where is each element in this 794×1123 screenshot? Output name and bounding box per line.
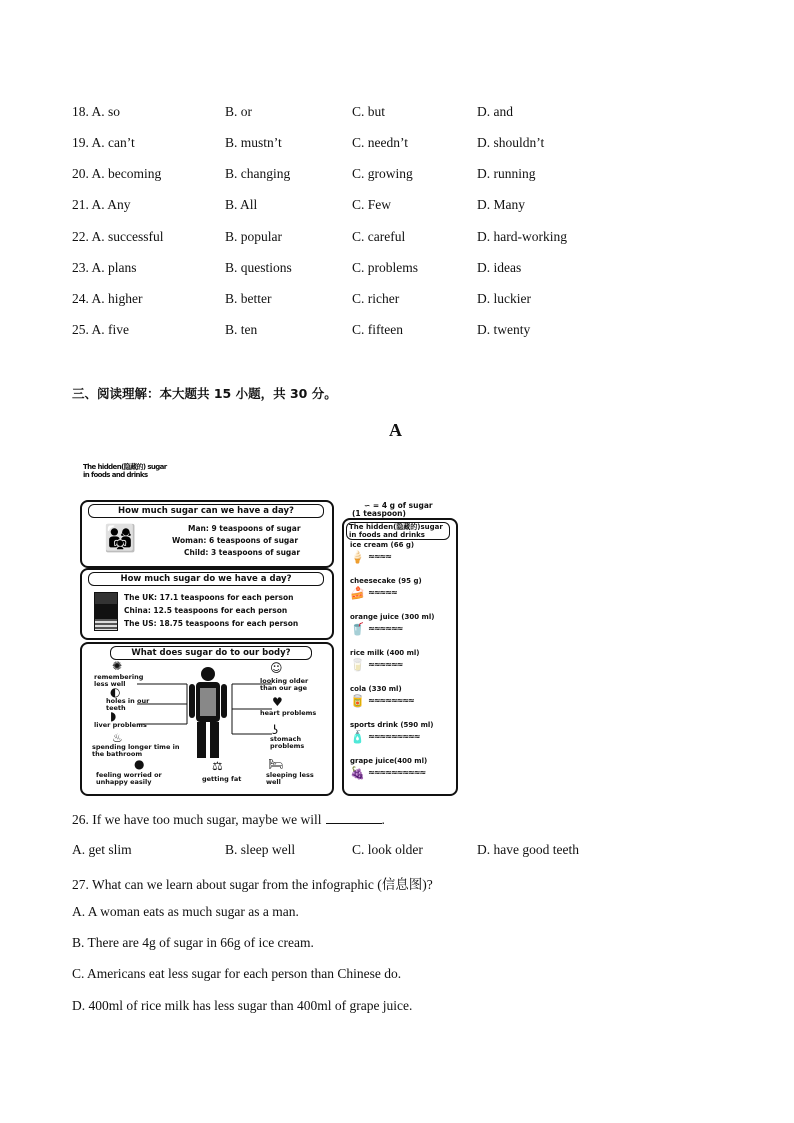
option-d: D. ideas [477, 260, 522, 275]
child-allowance: Child: 3 teaspoons of sugar [184, 548, 301, 557]
food-name: sports drink (590 ml) [350, 721, 434, 729]
us-consumption: The US: 18.75 teaspoons for each person [124, 619, 299, 628]
spoon-icon: ∽ [364, 501, 371, 510]
title-line-1: The hidden(隐藏的) sugar [83, 463, 167, 471]
toilet-icon: ♨ [112, 731, 123, 745]
effect-stomach: stomach problems [270, 735, 305, 750]
box-header: How much sugar can we have a day? [88, 504, 324, 518]
question-text: 26. If we have too much sugar, maybe we will [72, 812, 322, 827]
option-row-19 [72, 135, 692, 155]
option-d: D. shouldn’t [477, 135, 545, 150]
option-b: B. better [225, 291, 272, 306]
title-line-2: in foods and drinks [83, 471, 148, 479]
option-a: 20. A. becoming [72, 166, 162, 181]
china-flag-icon [94, 605, 118, 618]
sugar-spoons: ≈≈≈≈≈≈≈≈≈ [368, 732, 420, 741]
option-a: 24. A. higher [72, 291, 143, 306]
option-c: C. richer [352, 291, 400, 306]
option-row-20 [72, 166, 692, 186]
header-line-2: in foods and drinks [349, 531, 425, 539]
option-d: D. and [477, 104, 513, 119]
option-a: 18. A. so [72, 104, 121, 119]
effect-heart: heart problems [260, 709, 317, 717]
effect-older: looking older than our age [260, 677, 309, 692]
option-c: C. needn’t [352, 135, 408, 150]
food-name: orange juice (300 ml) [350, 613, 435, 621]
question-26: 26. If we have too much sugar, maybe we will . [72, 812, 385, 827]
daily-allowance-box [80, 500, 334, 568]
sugar-spoons: ≈≈≈≈ [368, 552, 391, 561]
food-name: cheesecake (95 g) [350, 577, 422, 585]
sugar-spoons: ≈≈≈≈≈≈≈≈≈≈ [368, 768, 426, 777]
option-d: D. Many [477, 197, 525, 212]
option-a: 21. A. Any [72, 197, 131, 212]
option-d: D. hard-working [477, 229, 567, 244]
question-27: 27. What can we learn about sugar from the infographic (信息图)? [72, 877, 433, 892]
option-a: A. get slim [72, 842, 132, 857]
uk-flag-icon [94, 592, 118, 605]
food-name: rice milk (400 ml) [350, 649, 420, 657]
option-c: C. careful [352, 229, 406, 244]
scale-icon: ⚖ [212, 759, 223, 773]
effect-liver: liver problems [94, 721, 147, 729]
sugar-spoons: ≈≈≈≈≈≈ [368, 624, 403, 633]
sugar-spoons: ≈≈≈≈≈≈ [368, 660, 403, 669]
effect-sleep: sleeping less well [266, 771, 314, 786]
option-c: C. but [352, 104, 386, 119]
q27-option-c: C. Americans eat less sugar for each person than Chinese do. [72, 966, 402, 981]
option-c: C. Few [352, 197, 392, 212]
box-header: How much sugar do we have a day? [88, 572, 324, 586]
passage-label: A [389, 420, 402, 440]
effect-teeth: holes in our teeth [106, 697, 150, 712]
food-icon: 🥤 [350, 622, 365, 636]
woman-allowance: Woman: 6 teaspoons of sugar [172, 536, 299, 545]
option-b: B. questions [225, 260, 292, 275]
option-c: C. fifteen [352, 322, 403, 337]
option-row-25 [72, 322, 692, 342]
worried-person-icon: ● [134, 757, 145, 771]
effect-memory: remembering less well [94, 673, 144, 688]
food-icon: 🍰 [350, 586, 365, 600]
food-icon: 🥛 [350, 658, 365, 672]
option-a: 25. A. five [72, 322, 129, 337]
option-row-23 [72, 260, 692, 280]
option-b: B. or [225, 104, 252, 119]
effect-mood: feeling worried or unhappy easily [96, 771, 162, 786]
sugar-spoons: ≈≈≈≈≈≈≈≈ [368, 696, 414, 705]
food-name: grape juice(400 ml) [350, 757, 428, 765]
option-row-18 [72, 104, 692, 124]
option-b: B. All [225, 197, 258, 212]
q27-option-d: D. 400ml of rice milk has less sugar than 400ml of grape juice. [72, 998, 413, 1013]
option-a: 22. A. successful [72, 229, 164, 244]
heart-icon: ♥ [272, 695, 283, 709]
option-c: C. growing [352, 166, 413, 181]
legend [364, 502, 433, 509]
q26-options [72, 842, 692, 862]
food-icon: 🧴 [350, 730, 365, 744]
stomach-icon: ʖ [272, 723, 279, 737]
man-allowance: Man: 9 teaspoons of sugar [188, 524, 301, 533]
option-c: C. look older [352, 842, 423, 857]
box-header: What does sugar do to our body? [110, 646, 312, 660]
family-icon: 👨‍👩‍👧 [104, 524, 137, 554]
option-row-24 [72, 291, 692, 311]
brain-icon: ✺ [112, 659, 123, 673]
option-row-22 [72, 229, 692, 249]
option-d: D. twenty [477, 322, 531, 337]
uk-consumption: The UK: 17.1 teaspoons for each person [124, 593, 294, 602]
liver-icon: ◗ [110, 709, 117, 723]
option-b: B. ten [225, 322, 258, 337]
face-icon: ☺ [270, 661, 283, 675]
option-d: D. running [477, 166, 536, 181]
answer-blank[interactable] [326, 811, 382, 824]
option-d: D. have good teeth [477, 842, 579, 857]
food-name: cola (330 ml) [350, 685, 402, 693]
food-icon: 🥫 [350, 694, 365, 708]
legend-text: = 4 g of sugar [372, 501, 433, 510]
section-heading: 三、阅读理解：本大题共 15 小题，共 30 分。 [72, 386, 337, 401]
food-name: ice cream (66 g) [350, 541, 415, 549]
legend-sub: (1 teaspoon) [352, 509, 406, 518]
food-icon: 🍇 [350, 766, 365, 780]
option-d: D. luckier [477, 291, 531, 306]
effect-bathroom: spending longer time in the bathroom [92, 743, 180, 758]
infographic-title [83, 463, 167, 479]
china-consumption: China: 12.5 teaspoons for each person [124, 606, 288, 615]
effect-fat: getting fat [202, 775, 242, 783]
q27-option-a: A. A woman eats as much sugar as a man. [72, 904, 299, 919]
hidden-sugar-box [342, 518, 458, 796]
q27-option-b: B. There are 4g of sugar in 66g of ice cream. [72, 935, 314, 950]
tooth-icon: ◐ [110, 685, 121, 699]
body-effects-box [80, 642, 334, 796]
option-row-21 [72, 197, 692, 217]
food-icon: 🍦 [350, 550, 365, 564]
daily-consumption-box [80, 568, 334, 640]
option-b: B. popular [225, 229, 282, 244]
option-a: 19. A. can’t [72, 135, 135, 150]
us-flag-icon [94, 618, 118, 631]
box-header [346, 522, 450, 540]
option-c: C. problems [352, 260, 418, 275]
option-b: B. sleep well [225, 842, 296, 857]
sugar-infographic [80, 460, 470, 800]
bed-icon: 🛏 [268, 757, 284, 771]
option-b: B. changing [225, 166, 291, 181]
option-a: 23. A. plans [72, 260, 137, 275]
header-line-1: The hidden(隐藏的)sugar [349, 523, 443, 531]
option-b: B. mustn’t [225, 135, 282, 150]
sugar-spoons: ≈≈≈≈≈ [368, 588, 397, 597]
